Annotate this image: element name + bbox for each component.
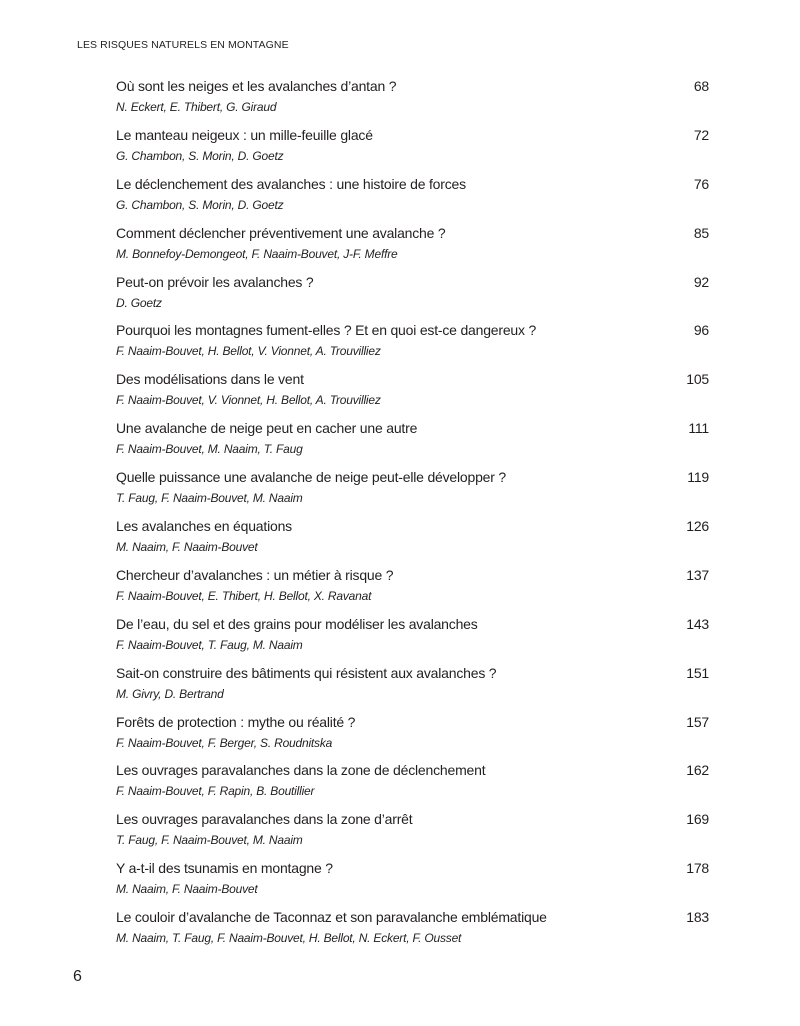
toc-entry-title-row	[116, 714, 709, 736]
page-number: 6	[73, 968, 82, 985]
toc-entry-title: Le déclenchement des avalanches : une histoire de forces	[116, 175, 466, 192]
toc-entry-page: 111	[688, 420, 709, 437]
toc-entry-title: Peut-on prévoir les avalanches ?	[116, 273, 314, 290]
toc-entry-title-row	[116, 127, 709, 149]
toc-entry	[116, 225, 709, 274]
toc-entry-authors: F. Naaim-Bouvet, T. Faug, M. Naaim	[116, 637, 303, 652]
toc-entry-authors: M. Naaim, F. Naaim-Bouvet	[116, 540, 258, 555]
toc-entry-page: 119	[687, 469, 709, 486]
toc-entry-authors: M. Givry, D. Bertrand	[116, 686, 224, 701]
toc-entry-authors: F. Naaim-Bouvet, V. Vionnet, H. Bellot, A. Trouvilliez	[116, 393, 381, 408]
toc-entry-authors: N. Eckert, E. Thibert, G. Giraud	[116, 100, 277, 114]
toc-entry-authors: T. Faug, F. Naaim-Bouvet, M. Naaim	[116, 491, 303, 506]
toc-entry-page: 169	[686, 811, 709, 828]
toc-entry	[116, 714, 709, 763]
toc-entry-page: 126	[686, 518, 709, 535]
toc-entry-authors: D. Goetz	[116, 295, 162, 310]
toc-entry-title-row	[116, 176, 709, 198]
toc-entry-authors: M. Bonnefoy-Demongeot, F. Naaim-Bouvet, J-F. Meffre	[116, 246, 398, 261]
toc-entry-page: 137	[686, 566, 709, 583]
toc-entry-authors: F. Naaim-Bouvet, F. Rapin, B. Boutillier	[116, 784, 315, 799]
toc-entry	[116, 860, 709, 909]
toc-entry-authors: F. Naaim-Bouvet, F. Berger, S. Roudnitska	[116, 735, 333, 750]
toc-entry-page: 157	[686, 713, 709, 730]
toc-entry	[116, 176, 709, 225]
toc-entry-title-row	[116, 811, 709, 833]
toc-entry-title: Chercheur d’avalanches : un métier à risque ?	[116, 566, 394, 583]
toc-entry-title: Quelle puissance une avalanche de neige peut-elle développer ?	[116, 469, 507, 486]
toc-entry-title-row	[116, 420, 709, 442]
toc-entry-authors: T. Faug, F. Naaim-Bouvet, M. Naaim	[116, 833, 303, 848]
toc-entry-title: Le couloir d’avalanche de Taconnaz et son paravalanche emblématique	[116, 909, 547, 926]
toc-entry-page: 85	[693, 224, 709, 241]
toc-entry-authors: M. Naaim, T. Faug, F. Naaim-Bouvet, H. Bellot, N. Eckert, F. Ousset	[116, 931, 462, 946]
toc-entry-authors: G. Chambon, S. Morin, D. Goetz	[116, 148, 284, 163]
toc-entry-title: De l’eau, du sel et des grains pour modéliser les avalanches	[116, 615, 478, 632]
toc-entry	[116, 274, 709, 323]
toc-entry-title-row	[116, 665, 709, 687]
toc-entry-authors: F. Naaim-Bouvet, E. Thibert, H. Bellot, X. Ravanat	[116, 588, 372, 603]
toc-entry-title-row	[116, 274, 709, 296]
toc-entry	[116, 567, 709, 616]
toc-entry-page: 96	[693, 322, 709, 339]
toc-entry-title-row	[116, 78, 709, 100]
toc-entry	[116, 665, 709, 714]
toc-entry-page: 183	[686, 909, 709, 926]
toc-entry-title-row	[116, 322, 709, 344]
toc-entry-page: 92	[693, 273, 709, 290]
toc-entry-title: Les avalanches en équations	[116, 518, 292, 535]
toc-entry-title-row	[116, 909, 709, 931]
toc-entry-title-row	[116, 371, 709, 393]
toc-entry-title: Les ouvrages paravalanches dans la zone de déclenchement	[116, 762, 486, 779]
toc-entry	[116, 127, 709, 176]
table-of-contents	[116, 78, 709, 958]
toc-entry-title-row	[116, 762, 709, 784]
toc-entry	[116, 78, 709, 127]
toc-entry-title-row	[116, 860, 709, 882]
toc-entry	[116, 469, 709, 518]
toc-entry-title-row	[116, 225, 709, 247]
toc-entry	[116, 371, 709, 420]
toc-entry-title: Pourquoi les montagnes fument-elles ? Et en quoi est-ce dangereux ?	[116, 322, 537, 339]
toc-entry-title-row	[116, 567, 709, 589]
toc-entry	[116, 518, 709, 567]
running-header: LES RISQUES NATURELS EN MONTAGNE	[77, 39, 289, 51]
toc-entry-page: 72	[693, 126, 709, 143]
toc-entry-title: Les ouvrages paravalanches dans la zone d’arrêt	[116, 811, 413, 828]
toc-entry-page: 105	[686, 371, 709, 388]
toc-entry-page: 68	[693, 78, 709, 94]
toc-entry	[116, 616, 709, 665]
toc-entry-title-row	[116, 469, 709, 491]
toc-entry-authors: M. Naaim, F. Naaim-Bouvet	[116, 882, 258, 897]
toc-entry-page: 178	[686, 860, 709, 877]
toc-entry-title: Une avalanche de neige peut en cacher une autre	[116, 420, 418, 437]
toc-entry-authors: F. Naaim-Bouvet, M. Naaim, T. Faug	[116, 442, 303, 457]
toc-entry	[116, 322, 709, 371]
toc-entry-title: Où sont les neiges et les avalanches d’antan ?	[116, 78, 397, 94]
toc-entry-title: Sait-on construire des bâtiments qui résistent aux avalanches ?	[116, 664, 497, 681]
toc-entry	[116, 762, 709, 811]
toc-entry	[116, 811, 709, 860]
toc-entry-page: 162	[686, 762, 709, 779]
toc-entry-page: 143	[686, 615, 709, 632]
toc-entry-title: Comment déclencher préventivement une avalanche ?	[116, 224, 446, 241]
toc-entry-title-row	[116, 518, 709, 540]
toc-entry-authors: F. Naaim-Bouvet, H. Bellot, V. Vionnet, A. Trouvilliez	[116, 344, 381, 359]
toc-entry	[116, 420, 709, 469]
toc-entry-page: 76	[693, 175, 709, 192]
toc-entry	[116, 909, 709, 958]
toc-entry-title: Forêts de protection : mythe ou réalité ?	[116, 713, 356, 730]
toc-entry-title: Y a-t-il des tsunamis en montagne ?	[116, 860, 333, 877]
toc-entry-title: Le manteau neigeux : un mille-feuille glacé	[116, 126, 373, 143]
toc-entry-title-row	[116, 616, 709, 638]
toc-entry-title: Des modélisations dans le vent	[116, 371, 304, 388]
toc-entry-authors: G. Chambon, S. Morin, D. Goetz	[116, 197, 284, 212]
toc-entry-page: 151	[686, 664, 709, 681]
